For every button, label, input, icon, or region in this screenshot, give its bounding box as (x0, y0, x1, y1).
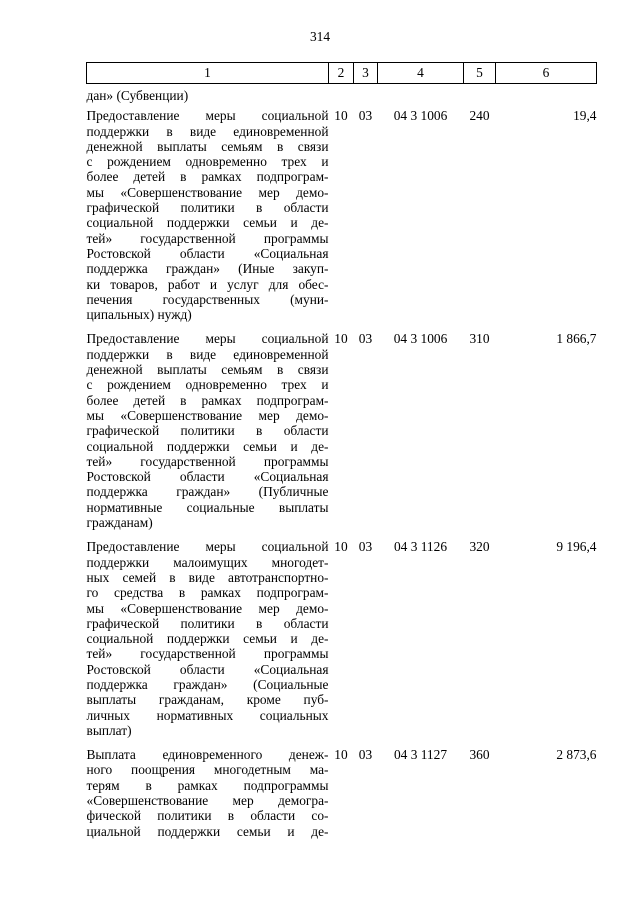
row-podrazdel: 03 (358, 747, 373, 763)
description-line: выплаты гражданам, кроме пуб- (86, 692, 329, 708)
page-number: 314 (309, 29, 331, 44)
row-razdel: 10 (334, 331, 348, 347)
description-line: Ростовской области «Социальная (86, 245, 329, 261)
row-target-article: 04 3 1006 (393, 108, 448, 124)
description-line: Выплата единовременного денеж- (86, 747, 329, 763)
description-line: мы «Совершенствование мер демо- (86, 600, 329, 616)
description-line: выплат) (86, 722, 132, 738)
row-amount: 9 196,4 (556, 539, 597, 555)
description-line: Предоставление меры социальной (86, 108, 329, 124)
description-line: социальной поддержки семьи и де- (86, 631, 329, 647)
header-col-5: 5 (464, 63, 496, 84)
description-line: мы «Совершенствование мер демо- (86, 407, 329, 423)
description-line: Предоставление меры социальной (86, 331, 329, 347)
description-line: поддержки в виде единовременной (86, 123, 329, 139)
table-row (87, 539, 597, 747)
description-line: личных нормативных социальных (86, 707, 329, 723)
description-line: поддержка граждан» (Публичные (86, 484, 329, 500)
row-expense-type: 310 (469, 331, 490, 347)
description-line: циальной поддержки семьи и де- (86, 823, 329, 839)
description-line: гражданам) (86, 515, 153, 531)
description-line: более детей в рамках подпрограм- (86, 169, 329, 185)
description-line: социальной поддержки семьи и де- (86, 215, 329, 231)
row-description (87, 108, 329, 331)
description-line: тей» государственной программы (86, 230, 329, 246)
description-line: ципальных) нужд) (86, 307, 192, 323)
row-target-article: 04 3 1127 (393, 747, 448, 763)
table-row (87, 331, 597, 539)
row-amount: 19,4 (573, 108, 597, 124)
row-razdel: 10 (334, 539, 348, 555)
description-line: ных семей в виде автотранспортно- (86, 569, 329, 585)
description-line: терям в рамках подпрограммы (86, 777, 329, 793)
description-line: нормативные социальные выплаты (86, 499, 329, 515)
description-line: более детей в рамках подпрограм- (86, 392, 329, 408)
row-expense-type: 360 (469, 747, 490, 763)
description-line: денежной выплаты семьям в связи (86, 362, 329, 378)
description-line: Предоставление меры социальной (86, 539, 329, 555)
description-line: фической политики в области со- (86, 808, 329, 824)
row-description (87, 331, 329, 539)
row-expense-type: 320 (469, 539, 490, 555)
row-razdel: 10 (334, 108, 348, 124)
continuation-text: дан» (Субвенции) (86, 88, 189, 103)
row-expense-type: 240 (469, 108, 490, 124)
description-line: мы «Совершенствование мер демо- (86, 184, 329, 200)
description-line: тей» государственной программы (86, 453, 329, 469)
header-col-6: 6 (496, 63, 597, 84)
row-podrazdel: 03 (358, 331, 373, 347)
description-line: поддержка граждан» (Социальные (86, 676, 329, 692)
continuation-row (87, 84, 597, 109)
header-col-2: 2 (329, 63, 354, 84)
row-description (87, 539, 329, 747)
description-line: графической политики в области (86, 615, 329, 631)
row-podrazdel: 03 (358, 108, 373, 124)
row-amount: 2 873,6 (556, 747, 597, 763)
row-razdel: 10 (334, 747, 348, 763)
header-col-4: 4 (378, 63, 464, 84)
description-line: тей» государственной программы (86, 646, 329, 662)
description-line: с рождением одновременно трех и (86, 154, 329, 170)
description-line: поддержка граждан» (Иные закуп- (86, 261, 329, 277)
description-line: денежной выплаты семьям в связи (86, 138, 329, 154)
row-amount: 1 866,7 (556, 331, 597, 347)
header-col-3: 3 (354, 63, 378, 84)
row-target-article: 04 3 1006 (393, 331, 448, 347)
table-row (87, 747, 597, 848)
budget-table (86, 62, 597, 848)
description-line: печения государственных (муни- (86, 291, 329, 307)
description-line: графической политики в области (86, 200, 329, 216)
description-line: графической политики в области (86, 423, 329, 439)
row-podrazdel: 03 (358, 539, 373, 555)
description-line: поддержки малоимущих многодет- (86, 554, 329, 570)
header-col-1: 1 (87, 63, 329, 84)
row-description (87, 747, 329, 848)
description-line: ного поощрения многодетным ма- (86, 762, 329, 778)
description-line: Ростовской области «Социальная (86, 661, 329, 677)
description-line: «Совершенствование мер демогра- (86, 793, 329, 809)
description-line: поддержки в виде единовременной (86, 346, 329, 362)
table-row (87, 108, 597, 331)
row-target-article: 04 3 1126 (393, 539, 448, 555)
description-line: Ростовской области «Социальная (86, 469, 329, 485)
description-line: с рождением одновременно трех и (86, 377, 329, 393)
description-line: го средства в рамках подпрограм- (86, 585, 329, 601)
description-line: ки товаров, работ и услуг для обес- (86, 276, 329, 292)
description-line: социальной поддержки семьи и де- (86, 438, 329, 454)
header-row (87, 63, 597, 84)
